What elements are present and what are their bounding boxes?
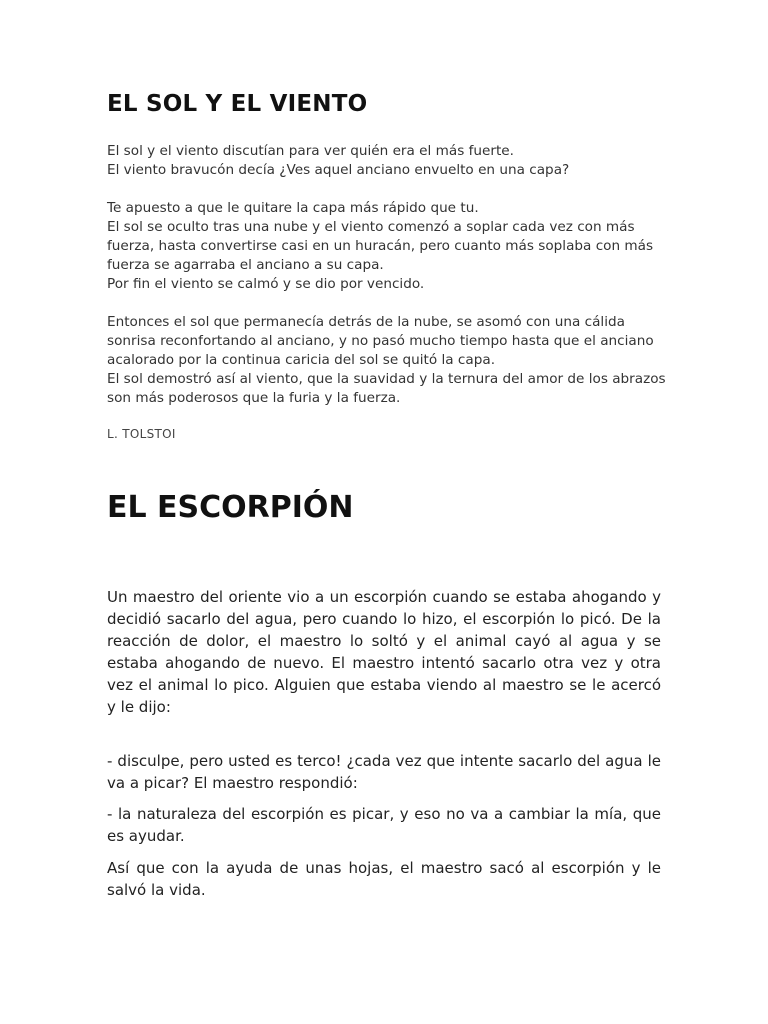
story-paragraph: Entonces el sol que permanecía detrás de la nube, se asomó con una cálida sonrisa reconfortando al anciano, y no pasó mucho tiempo hasta que el anciano acalorado por la continua caricia del sol se quitó la capa. bbox=[107, 314, 654, 368]
story-paragraph: Un maestro del oriente vio a un escorpión cuando se estaba ahogando y decidió sacarlo del agua, pero cuando lo hizo, el escorpión lo picó. De la reacción de dolor, el maestro lo soltó y el animal cayó al agua y se estaba ahogando de nuevo. El maestro intentó sacarlo otra vez y otra vez el animal lo pico. Alguien que estaba viendo al maestro se le acercó y le dijo: bbox=[107, 588, 661, 716]
story-paragraph: Así que con la ayuda de unas hojas, el maestro sacó al escorpión y le salvó la vida. bbox=[107, 859, 661, 899]
story-paragraph: - la naturaleza del escorpión es picar, y eso no va a cambiar la mía, que es ayudar. bbox=[107, 805, 661, 845]
story-paragraph: El sol y el viento discutían para ver quién era el más fuerte. bbox=[107, 143, 514, 159]
story-paragraph: El sol se oculto tras una nube y el viento comenzó a soplar cada vez con más fuerza, hasta convertirse casi en un huracán, pero cuanto más soplaba con más fuerza se agarraba el anciano a su capa. bbox=[107, 219, 654, 273]
story-paragraph: - disculpe, pero usted es terco! ¿cada vez que intente sacarlo del agua le va a picar? El maestro respondió: bbox=[107, 752, 661, 792]
story-title-sol-y-viento: EL SOL Y EL VIENTO bbox=[107, 91, 368, 117]
story-paragraph: Te apuesto a que le quitare la capa más rápido que tu. bbox=[107, 200, 479, 216]
story-paragraph: El sol demostró así al viento, que la suavidad y la ternura del amor de los abrazos son más poderosos que la furia y la fuerza. bbox=[107, 371, 666, 406]
story-paragraph: El viento bravucón decía ¿Ves aquel anciano envuelto en una capa? bbox=[107, 162, 570, 178]
story-title-escorpion: EL ESCORPIÓN bbox=[107, 490, 354, 525]
story-author: L. TOLSTOI bbox=[107, 427, 176, 441]
story-body-sol-y-viento bbox=[107, 142, 667, 408]
story-body-escorpion bbox=[107, 586, 661, 901]
story-paragraph: Por fin el viento se calmó y se dio por vencido. bbox=[107, 276, 425, 292]
